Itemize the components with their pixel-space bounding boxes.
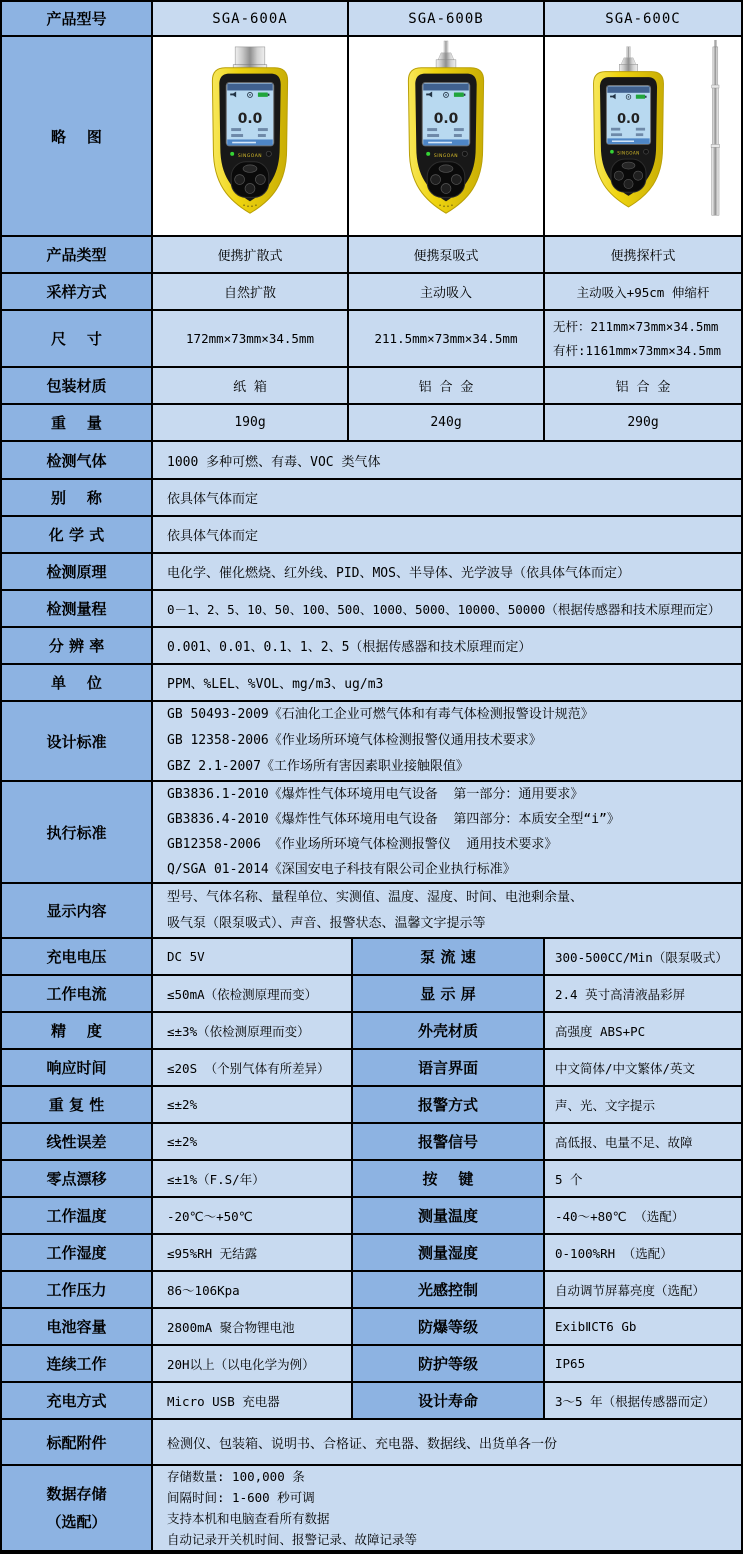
working-current-label: 工作电流: [2, 976, 153, 1013]
explosion-proof-label: 防爆等级: [353, 1309, 545, 1346]
row-alias: [2, 480, 741, 517]
brand-text: SINGOAN: [433, 153, 459, 159]
row-sketch: [2, 37, 741, 237]
repeatability-label: 重 复 性: [2, 1087, 153, 1124]
sampling-c: 主动吸入+95cm 伸缩杆: [545, 274, 741, 311]
data-storage-label-line1: 数据存储: [46, 1484, 107, 1503]
working-pressure-label: 工作压力: [2, 1272, 153, 1309]
explosion-proof-value: ExibⅡCT6 Gb: [545, 1309, 741, 1346]
sampling-a: 自然扩散: [153, 274, 349, 311]
model-c: SGA-600C: [545, 2, 741, 37]
alarm-signal-value: 高低报、电量不足、故障: [545, 1124, 741, 1161]
resolution-label: 分 辨 率: [2, 628, 153, 665]
design-standard-label: 设计标准: [2, 702, 153, 782]
data-storage-label: [2, 1466, 153, 1552]
packing-a: 纸 箱: [153, 368, 349, 405]
status-led: [610, 150, 614, 154]
row-display-content: [2, 884, 741, 939]
response-time-value: ≤20S （个别气体有所差异）: [153, 1050, 353, 1087]
repeatability-value: ≤±2%: [153, 1087, 353, 1124]
packing-b: 铝 合 金: [349, 368, 545, 405]
power-button: [462, 151, 467, 156]
alias-value: 依具体气体而定: [153, 480, 741, 517]
data-storage-value: [153, 1466, 741, 1552]
gas-detector-probe-rod-illustration: [548, 39, 738, 233]
zero-drift-value: ≤±1%（F.S/年）: [153, 1161, 353, 1198]
row-packing-material: [2, 368, 741, 405]
measure-humidity-value: 0-100%RH （选配）: [545, 1235, 741, 1272]
model-b: SGA-600B: [349, 2, 545, 37]
battery-capacity-label: 电池容量: [2, 1309, 153, 1346]
screen-reading: 0.0: [433, 111, 459, 128]
row-design-standard: [2, 702, 741, 782]
row-sampling-method: [2, 274, 741, 311]
product-image-sga-600a: [153, 37, 349, 237]
charging-voltage-value: DC 5V: [153, 939, 353, 976]
row-detected-gas: [2, 442, 741, 480]
dimensions-c: [545, 311, 741, 368]
charging-method-label: 充电方式: [2, 1383, 153, 1420]
sampling-b: 主动吸入: [349, 274, 545, 311]
working-temp-value: -20℃～+50℃: [153, 1198, 353, 1235]
lcd-screen: [422, 83, 470, 146]
product-type-c: 便携探杆式: [545, 237, 741, 274]
resolution-value: 0.001、0.01、0.1、1、2、5（根据传感器和技术原理而定）: [153, 628, 741, 665]
protection-grade-value: IP65: [545, 1346, 741, 1383]
weight-label: 重 量: [2, 405, 153, 442]
gas-detector-diffusion-illustration: [155, 39, 345, 233]
accessories-value: 检测仪、包装箱、说明书、合格证、充电器、数据线、出货单各一份: [153, 1420, 741, 1466]
screen-reading: 0.0: [237, 111, 263, 128]
row-accuracy-shell: [2, 1013, 741, 1050]
row-detection-principle: [2, 554, 741, 591]
device-group: [594, 47, 664, 207]
accessories-label: 标配附件: [2, 1420, 153, 1466]
weight-b: 240g: [349, 405, 545, 442]
detection-principle-label: 检测原理: [2, 554, 153, 591]
shell-material-value: 高强度 ABS+PC: [545, 1013, 741, 1050]
pump-flow-label: 泵 流 速: [353, 939, 545, 976]
row-unit: [2, 665, 741, 702]
product-type-a: 便携扩散式: [153, 237, 349, 274]
linearity-label: 线性误差: [2, 1124, 153, 1161]
row-product-type: [2, 237, 741, 274]
continuous-work-value: 20H以上（以电化学为例）: [153, 1346, 353, 1383]
measure-temp-label: 测量温度: [353, 1198, 545, 1235]
working-temp-label: 工作温度: [2, 1198, 153, 1235]
display-content-line: 吸气泵（限泵吸式）、声音、报警状态、温馨文字提示等: [167, 915, 486, 931]
detection-range-value: 0－1、2、5、10、50、100、500、1000、5000、10000、50000（根据传感器和技术原理而定）: [153, 591, 741, 628]
dimensions-c-no-rod: 无杆：211mm×73mm×34.5mm: [553, 318, 719, 334]
power-button: [266, 151, 271, 156]
lcd-screen: [226, 83, 274, 146]
alarm-mode-value: 声、光、文字提示: [545, 1087, 741, 1124]
row-working-temp-measure-temp: [2, 1198, 741, 1235]
chemical-formula-value: 依具体气体而定: [153, 517, 741, 554]
pump-flow-value: 300-500CC/Min（限泵吸式）: [545, 939, 741, 976]
display-content-label: 显示内容: [2, 884, 153, 939]
row-working-current-display: [2, 976, 741, 1013]
power-button: [644, 149, 649, 154]
design-standard-line: GBZ 2.1-2007《工作场所有害因素职业接触限值》: [167, 759, 469, 774]
executive-standard-line: GB3836.1-2010《爆炸性气体环境用电气设备 第一部分：通用要求》: [167, 787, 584, 802]
row-weight: [2, 405, 741, 442]
linearity-value: ≤±2%: [153, 1124, 353, 1161]
design-standard-line: GB 50493-2009《石油化工企业可燃气体和有毒气体检测报警设计规范》: [167, 707, 594, 722]
protection-grade-label: 防护等级: [353, 1346, 545, 1383]
dimensions-b: 211.5mm×73mm×34.5mm: [349, 311, 545, 368]
working-current-value: ≤50mA（依检测原理而变）: [153, 976, 353, 1013]
row-battery-explosion-proof: [2, 1309, 741, 1346]
dimensions-label: 尺 寸: [2, 311, 153, 368]
row-executive-standard: [2, 782, 741, 884]
lcd-screen: [606, 85, 650, 144]
battery-capacity-value: 2800mA 聚合物锂电池: [153, 1309, 353, 1346]
brand-text: SINGOAN: [617, 150, 640, 156]
row-linearity-alarm-signal: [2, 1124, 741, 1161]
row-standard-accessories: [2, 1420, 741, 1466]
row-charging-method-design-life: [2, 1383, 741, 1420]
detection-principle-value: 电化学、催化燃烧、红外线、PID、MOS、半导体、光学波导（依具体气体而定）: [153, 554, 741, 591]
unit-value: PPM、%LEL、%VOL、mg/m3、ug/m3: [153, 665, 741, 702]
pump-probe: [619, 47, 637, 74]
response-time-label: 响应时间: [2, 1050, 153, 1087]
chemical-formula-label: 化 学 式: [2, 517, 153, 554]
status-led: [230, 152, 234, 156]
data-storage-line: 自动记录开关机时间、报警记录、故障记录等: [167, 1532, 418, 1547]
row-zero-drift-buttons: [2, 1161, 741, 1198]
charging-method-value: Micro USB 充电器: [153, 1383, 353, 1420]
language-label: 语言界面: [353, 1050, 545, 1087]
row-data-storage: [2, 1466, 741, 1552]
packing-label: 包装材质: [2, 368, 153, 405]
product-model-label: 产品型号: [2, 2, 153, 37]
row-dimensions: [2, 311, 741, 368]
accuracy-label: 精 度: [2, 1013, 153, 1050]
accuracy-value: ≤±3%（依检测原理而变）: [153, 1013, 353, 1050]
keypad: [427, 162, 465, 198]
alias-label: 别 称: [2, 480, 153, 517]
executive-standard-label: 执行标准: [2, 782, 153, 884]
light-control-value: 自动调节屏幕亮度（选配）: [545, 1272, 741, 1309]
buttons-label: 按 键: [353, 1161, 545, 1198]
continuous-work-label: 连续工作: [2, 1346, 153, 1383]
row-repeatability-alarm-mode: [2, 1087, 741, 1124]
data-storage-label-line2: （选配）: [46, 1513, 107, 1531]
executive-standard-line: GB12358-2006 《作业场所环境气体检测报警仪 通用技术要求》: [167, 837, 558, 852]
battery-icon: [454, 92, 464, 96]
row-response-time-language: [2, 1050, 741, 1087]
executive-standard-value: [153, 782, 741, 884]
detection-range-label: 检测量程: [2, 591, 153, 628]
row-product-model: [2, 2, 741, 37]
display-content-line: 型号、气体名称、量程单位、实测值、温度、湿度、时间、电池剩余量、: [167, 889, 584, 905]
model-a: SGA-600A: [153, 2, 349, 37]
row-charging-voltage-pump-flow: [2, 939, 741, 976]
buttons-value: 5 个: [545, 1161, 741, 1198]
keypad: [611, 159, 646, 192]
gas-detector-pump-illustration: [351, 39, 541, 233]
working-humidity-value: ≤95%RH 无结露: [153, 1235, 353, 1272]
zero-drift-label: 零点漂移: [2, 1161, 153, 1198]
executive-standard-line: GB3836.4-2010《爆炸性气体环境用电气设备 第四部分：本质安全型“i”》: [167, 812, 620, 827]
packing-c: 铝 合 金: [545, 368, 741, 405]
working-pressure-value: 86～106Kpa: [153, 1272, 353, 1309]
data-storage-line: 间隔时间: 1-600 秒可调: [167, 1490, 315, 1505]
status-led: [426, 152, 430, 156]
pump-probe: [436, 41, 456, 70]
measure-temp-value: -40～+80℃ （选配）: [545, 1198, 741, 1235]
design-life-value: 3～5 年（根据传感器而定）: [545, 1383, 741, 1420]
working-humidity-label: 工作湿度: [2, 1235, 153, 1272]
weight-a: 190g: [153, 405, 349, 442]
row-resolution: [2, 628, 741, 665]
charging-voltage-label: 充电电压: [2, 939, 153, 976]
row-working-pressure-light-control: [2, 1272, 741, 1309]
battery-icon: [636, 95, 645, 99]
design-standard-value: [153, 702, 741, 782]
telescopic-rod: [711, 40, 720, 215]
keypad: [231, 162, 269, 198]
executive-standard-line: Q/SGA 01-2014《深国安电子科技有限公司企业执行标准》: [167, 862, 516, 877]
data-storage-line: 支持本机和电脑查看所有数据: [167, 1511, 330, 1526]
product-image-sga-600b: [349, 37, 545, 237]
sampling-label: 采样方式: [2, 274, 153, 311]
screen-reading: 0.0: [617, 112, 640, 128]
detected-gas-value: 1000 多种可燃、有毒、VOC 类气体: [153, 442, 741, 480]
display-screen-value: 2.4 英寸高清液晶彩屏: [545, 976, 741, 1013]
sensor-cap: [233, 47, 267, 70]
display-screen-label: 显 示 屏: [353, 976, 545, 1013]
alarm-signal-label: 报警信号: [353, 1124, 545, 1161]
light-control-label: 光感控制: [353, 1272, 545, 1309]
product-image-sga-600c: [545, 37, 741, 237]
alarm-mode-label: 报警方式: [353, 1087, 545, 1124]
detected-gas-label: 检测气体: [2, 442, 153, 480]
weight-c: 290g: [545, 405, 741, 442]
battery-icon: [258, 92, 268, 96]
unit-label: 单 位: [2, 665, 153, 702]
row-detection-range: [2, 591, 741, 628]
sketch-label: 略 图: [2, 37, 153, 237]
row-chemical-formula: [2, 517, 741, 554]
row-continuous-work-protection: [2, 1346, 741, 1383]
language-value: 中文简体/中文繁体/英文: [545, 1050, 741, 1087]
measure-humidity-label: 测量湿度: [353, 1235, 545, 1272]
product-type-label: 产品类型: [2, 237, 153, 274]
display-content-value: [153, 884, 741, 939]
shell-material-label: 外壳材质: [353, 1013, 545, 1050]
dimensions-c-with-rod: 有杆:1161mm×73mm×34.5mm: [553, 342, 721, 358]
product-type-b: 便携泵吸式: [349, 237, 545, 274]
data-storage-line: 存储数量: 100,000 条: [167, 1469, 305, 1484]
brand-text: SINGOAN: [237, 153, 263, 159]
design-life-label: 设计寿命: [353, 1383, 545, 1420]
dimensions-a: 172mm×73mm×34.5mm: [153, 311, 349, 368]
row-working-humidity-measure-humidity: [2, 1235, 741, 1272]
design-standard-line: GB 12358-2006《作业场所环境气体检测报警仪通用技术要求》: [167, 733, 542, 748]
